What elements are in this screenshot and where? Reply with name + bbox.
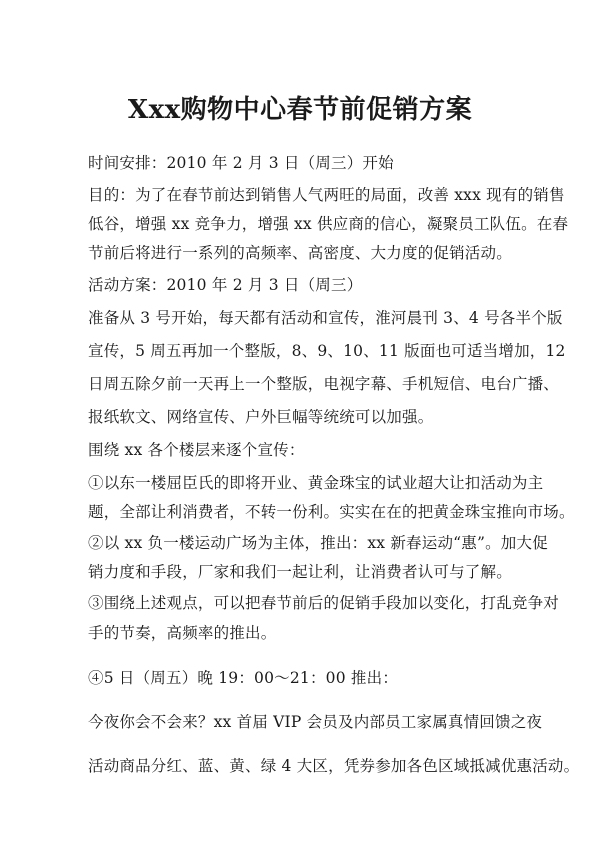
document-title: Xxx购物中心春节前促销方案: [127, 95, 473, 125]
item-3-line-2: 手的节奏，高频率的推出。: [88, 624, 277, 642]
item-1-line-1: ①以东一楼屈臣氏的即将开业、黄金珠宝的试业超大让扣活动为主: [88, 474, 544, 492]
event-detail-line: 活动商品分红、蓝、黄、绿 4 大区，凭券参加各色区域抵减优惠活动。: [88, 757, 580, 775]
item-2-line-1: ②以 xx 负一楼运动广场为主体，推出：xx 新春运动“惠”。加大促: [88, 534, 548, 552]
item-3-line-1: ③围绕上述观点，可以把春节前后的促销手段加以变化，打乱竞争对: [88, 594, 560, 612]
item-4-line: ④5 日（周五）晚 19：00～21：00 推出：: [88, 669, 399, 687]
prep-line-1: 准备从 3 号开始，每天都有活动和宣传，淮河晨刊 3、4 号各半个版: [88, 309, 563, 327]
purpose-line-3: 节前后将进行一系列的高频率、高密度、大力度的促销活动。: [88, 244, 512, 262]
floors-intro-line: 围绕 xx 各个楼层来逐个宣传：: [88, 441, 305, 459]
prep-line-3: 日周五除夕前一天再上一个整版，电视字幕、手机短信、电台广播、: [88, 375, 560, 393]
item-1-line-2: 题，全部让利消费者，不转一份利。实实在在的把黄金珠宝推向市场。: [88, 503, 575, 521]
prep-line-4: 报纸软文、网络宣传、户外巨幅等统统可以加强。: [88, 408, 434, 426]
plan-line: 活动方案：2010 年 2 月 3 日（周三）: [88, 276, 363, 294]
purpose-line-1: 目的：为了在春节前达到销售人气两旺的局面，改善 xxx 现有的销售: [88, 186, 565, 204]
event-title-line: 今夜你会不会来？xx 首届 VIP 会员及内部员工家属真情回馈之夜: [88, 713, 543, 731]
purpose-line-2: 低谷，增强 xx 竞争力，增强 xx 供应商的信心，凝聚员工队伍。在春: [88, 215, 569, 233]
prep-line-2: 宣传，5 周五再加一个整版，8、9、10、11 版面也可适当增加，12: [88, 342, 566, 360]
item-2-line-2: 销力度和手段，厂家和我们一起让利，让消费者认可与了解。: [88, 563, 512, 581]
schedule-line: 时间安排：2010 年 2 月 3 日（周三）开始: [88, 154, 394, 172]
